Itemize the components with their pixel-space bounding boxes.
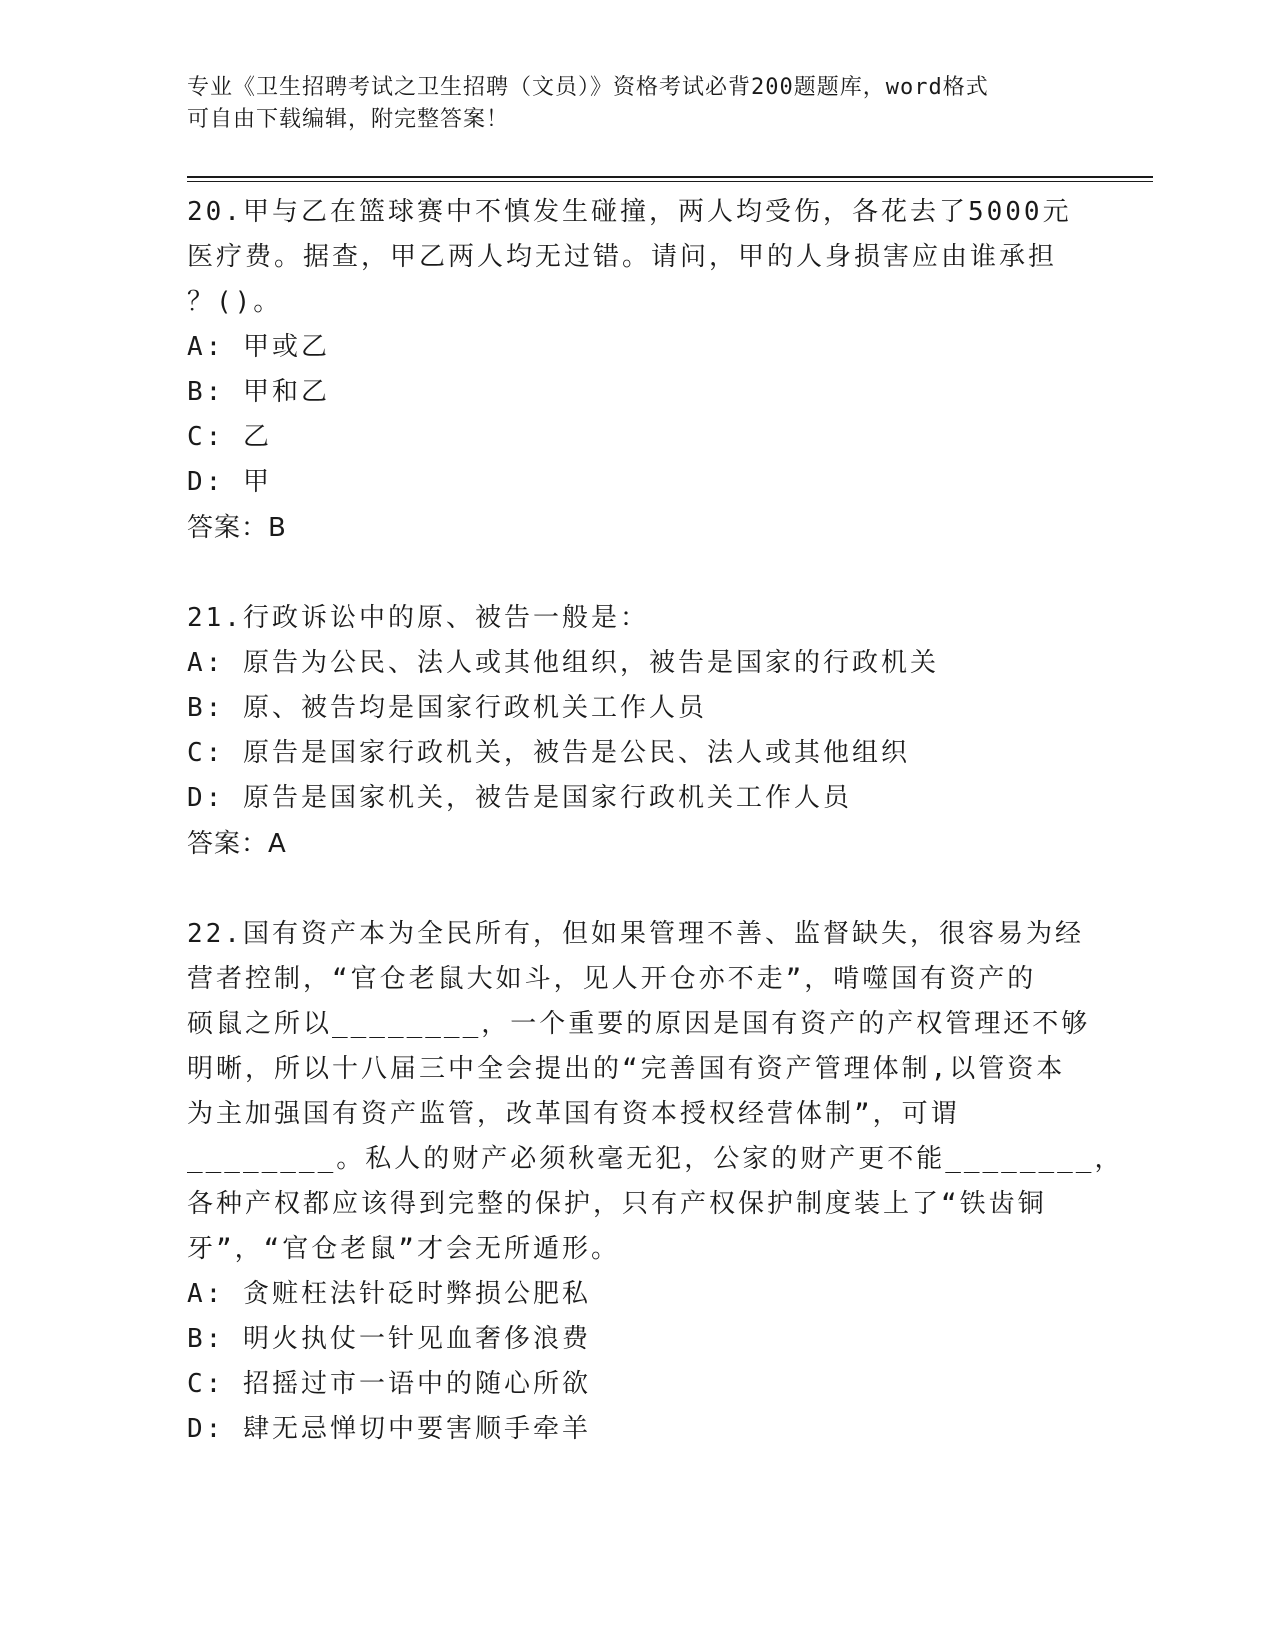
question-stem-line: 牙”，“官仓老鼠”才会无所遁形。 xyxy=(187,1234,620,1264)
option-c: C: 招摇过市一语中的随心所欲 xyxy=(187,1369,591,1399)
header-line-1: 专业《卫生招聘考试之卫生招聘（文员）》资格考试必背200题题库，word格式 xyxy=(187,75,989,100)
header-line-2: 可自由下载编辑，附完整答案！ xyxy=(187,107,510,132)
question-stem-line: ________。私人的财产必须秋毫无犯，公家的财产更不能________， xyxy=(187,1144,1124,1174)
option-a: A: 原告为公民、法人或其他组织，被告是国家的行政机关 xyxy=(187,648,939,678)
option-c: C: 原告是国家行政机关，被告是公民、法人或其他组织 xyxy=(187,738,910,768)
option-a: A: 甲或乙 xyxy=(187,332,330,362)
question-stem-line: 医疗费。据查，甲乙两人均无过错。请问，甲的人身损害应由谁承担 xyxy=(187,242,1058,272)
document-header xyxy=(187,72,1067,136)
option-d: D: 甲 xyxy=(187,467,272,497)
question-stem-line: 20.甲与乙在篮球赛中不慎发生碰撞，两人均受伤，各花去了5000元 xyxy=(187,197,1072,227)
question-stem-line: 营者控制，“官仓老鼠大如斗，见人开仓亦不走”，啃噬国有资产的 xyxy=(187,964,1037,994)
question-22 xyxy=(187,912,1124,1452)
option-b: B: 甲和乙 xyxy=(187,377,330,407)
question-spacer xyxy=(187,551,1087,596)
option-a: A: 贪赃枉法针砭时弊损公肥私 xyxy=(187,1279,591,1309)
header-divider-thick xyxy=(187,176,1153,178)
option-b: B: 原、被告均是国家行政机关工作人员 xyxy=(187,693,707,723)
option-d: D: 肆无忌惮切中要害顺手牵羊 xyxy=(187,1414,591,1444)
option-b: B: 明火执仗一针见血奢侈浪费 xyxy=(187,1324,591,1354)
question-stem-line: 硕鼠之所以________，一个重要的原因是国有资产的产权管理还不够 xyxy=(187,1009,1091,1039)
question-20 xyxy=(187,190,1087,551)
option-d: D: 原告是国家机关，被告是国家行政机关工作人员 xyxy=(187,783,852,813)
question-stem-line: 各种产权都应该得到完整的保护，只有产权保护制度装上了“铁齿铜 xyxy=(187,1189,1047,1219)
answer-label: 答案：B xyxy=(187,513,287,543)
answer-label: 答案：A xyxy=(187,829,287,859)
question-list xyxy=(187,190,1124,1452)
question-stem-line: 21.行政诉讼中的原、被告一般是： xyxy=(187,603,649,633)
question-stem-line: ？()。 xyxy=(187,287,283,317)
question-spacer xyxy=(187,867,1087,912)
option-c: C: 乙 xyxy=(187,422,272,452)
header-divider-thin xyxy=(187,181,1153,182)
question-stem-line: 22.国有资产本为全民所有，但如果管理不善、监督缺失，很容易为经 xyxy=(187,919,1084,949)
question-stem-line: 为主加强国有资产监管，改革国有资本授权经营体制”，可谓 xyxy=(187,1099,960,1129)
question-stem-line: 明晰，所以十八届三中全会提出的“完善国有资产管理体制,以管资本 xyxy=(187,1054,1066,1084)
question-21 xyxy=(187,596,1087,867)
